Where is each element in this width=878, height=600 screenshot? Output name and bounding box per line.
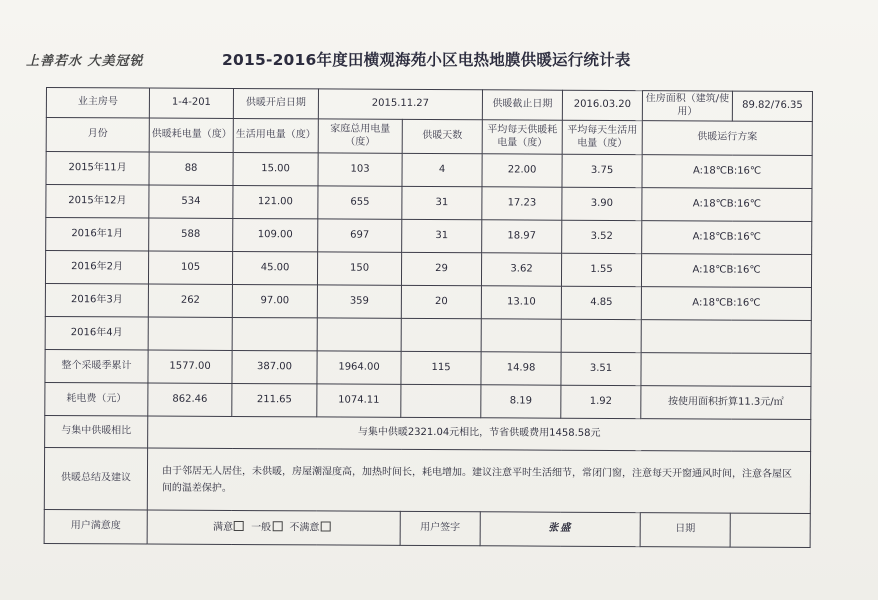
row-days: [401, 318, 481, 351]
signature: 张盛: [480, 512, 640, 547]
col-avg-heating: 平均每天供暖耗电量（度）: [482, 120, 562, 154]
row-days: 29: [401, 252, 481, 285]
row-month: 2016年4月: [45, 316, 148, 350]
row-total: 655: [318, 186, 402, 219]
end-date-label: 供暖截止日期: [482, 90, 562, 120]
cost-heating: 862.46: [148, 383, 232, 416]
date-value: [730, 513, 810, 547]
row-avg-heating: 18.97: [482, 220, 562, 253]
col-avg-living: 平均每天生活用电量（度）: [562, 120, 642, 154]
col-heating-kwh: 供暖耗电量（度）: [149, 118, 233, 152]
area-label: 住房面积（建筑/使用）: [642, 91, 732, 121]
row-avg-living: 3.90: [562, 187, 642, 220]
satisfaction-label: 用户满意度: [44, 509, 147, 544]
col-living-kwh: 生活用电量（度）: [233, 118, 318, 152]
row-living: [232, 317, 317, 350]
row-days: 20: [401, 285, 481, 318]
row-month: 2016年1月: [46, 218, 149, 252]
opt-normal-label: 一般: [251, 521, 272, 533]
row-living: 97.00: [232, 284, 317, 317]
owner-room-value: 1-4-201: [149, 88, 233, 118]
row-month: 2015年11月: [46, 152, 149, 186]
row-avg-living: 4.85: [561, 286, 641, 319]
row-living: 15.00: [233, 152, 318, 185]
owner-room-label: 业主房号: [46, 88, 149, 119]
row-plan: A:18℃B:16℃: [642, 221, 812, 255]
row-avg-heating: 13.10: [481, 286, 561, 319]
col-days: 供暖天数: [402, 119, 482, 153]
row-avg-living: 1.55: [561, 253, 641, 286]
row-total: 150: [317, 252, 401, 285]
date-label: 日期: [640, 513, 730, 547]
table-row: [45, 283, 811, 320]
opt-satisfied-label: 满意: [212, 521, 234, 533]
row-avg-heating: 22.00: [482, 154, 562, 187]
page-title: 2015-2016年度田横观海苑小区电热地膜供暖运行统计表: [222, 51, 631, 69]
season-total-label: 整个采暖季累计: [45, 349, 148, 383]
row-heating: 588: [149, 218, 233, 251]
table-row: [45, 316, 811, 353]
row-avg-heating: 3.62: [481, 253, 561, 286]
unsatisfied-checkbox[interactable]: [320, 521, 330, 531]
comparison-text: 与集中供暖2321.04元相比，节省供暖费用1458.58元: [148, 416, 811, 451]
row-plan: A:18℃B:16℃: [641, 287, 811, 321]
cost-avg-heating: 8.19: [481, 385, 561, 418]
normal-checkbox[interactable]: [272, 521, 282, 531]
row-living: 109.00: [233, 218, 318, 251]
opt-unsatisfied-label: 不满意: [289, 522, 320, 534]
row-avg-heating: [481, 319, 561, 352]
row-days: 4: [402, 153, 482, 186]
comparison-row: [45, 415, 811, 451]
season-total-avg-living: 3.51: [561, 352, 641, 385]
satisfaction-options: [147, 510, 400, 545]
row-heating: [148, 317, 232, 350]
row-heating: 534: [149, 185, 233, 218]
summary-row: [44, 447, 810, 513]
row-plan: [641, 320, 811, 354]
row-plan: A:18℃B:16℃: [641, 254, 811, 288]
satisfaction-row: [44, 509, 810, 547]
row-total: 103: [318, 153, 402, 186]
row-avg-living: 3.52: [562, 220, 642, 253]
row-month: 2015年12月: [46, 185, 149, 219]
season-total-row: [45, 349, 811, 386]
season-total-total: 1964.00: [317, 351, 401, 384]
cost-label: 耗电费（元）: [45, 382, 148, 416]
row-plan: A:18℃B:16℃: [642, 188, 812, 222]
season-total-avg-heating: 14.98: [481, 352, 561, 385]
season-total-heating: 1577.00: [148, 350, 232, 383]
table-row: [46, 218, 812, 255]
season-total-plan: [641, 353, 811, 387]
row-heating: 88: [149, 152, 233, 185]
summary-label: 供暖总结及建议: [44, 447, 147, 510]
satisfied-checkbox[interactable]: [234, 521, 244, 531]
company-motto: 上善若水 大美冠锐: [26, 54, 144, 69]
table-row: [46, 185, 812, 222]
cost-days: [401, 384, 481, 417]
row-avg-heating: 17.23: [482, 187, 562, 220]
start-date-value: 2015.11.27: [318, 89, 482, 120]
season-total-living: 387.00: [232, 350, 317, 383]
row-heating: 105: [148, 251, 232, 284]
summary-text: 由于邻居无人居住，未供暖，房屋潮湿度高，加热时间长，耗电增加。建议注意平时生活细节，常闭门窗，注意每天开窗通风时间，注意各屋区间的温差保护。: [147, 448, 810, 513]
row-total: 697: [318, 219, 402, 252]
info-row: [46, 88, 812, 122]
cost-plan-note: 按使用面积折算11.3元/㎡: [641, 386, 811, 420]
row-total: [317, 318, 401, 351]
col-plan: 供暖运行方案: [642, 121, 812, 156]
column-header-row: [46, 118, 812, 156]
signature-label: 用户签字: [400, 511, 480, 545]
row-plan: A:18℃B:16℃: [642, 155, 812, 189]
cost-living: 211.65: [232, 383, 317, 416]
row-month: 2016年2月: [45, 251, 148, 285]
row-avg-living: 3.75: [562, 154, 642, 187]
comparison-label: 与集中供暖相比: [45, 415, 148, 448]
row-days: 31: [402, 186, 482, 219]
table-row: [45, 251, 811, 288]
cost-avg-living: 1.92: [561, 385, 641, 418]
table-row: [46, 152, 812, 189]
area-value: 89.82/76.35: [732, 91, 812, 121]
start-date-label: 供暖开启日期: [233, 88, 318, 118]
row-living: 121.00: [233, 185, 318, 218]
row-living: 45.00: [232, 251, 317, 284]
heating-statistics-table: [44, 87, 813, 548]
col-total-kwh: 家庭总用电量（度）: [318, 119, 402, 153]
season-total-days: 115: [401, 351, 481, 384]
col-month: 月份: [46, 118, 149, 153]
row-month: 2016年3月: [45, 283, 148, 317]
row-total: 359: [317, 285, 401, 318]
cost-row: [45, 382, 811, 419]
row-days: 31: [402, 219, 482, 252]
cost-total: 1074.11: [317, 384, 401, 417]
row-heating: 262: [148, 284, 232, 317]
row-avg-living: [561, 319, 641, 352]
end-date-value: 2016.03.20: [562, 90, 642, 120]
